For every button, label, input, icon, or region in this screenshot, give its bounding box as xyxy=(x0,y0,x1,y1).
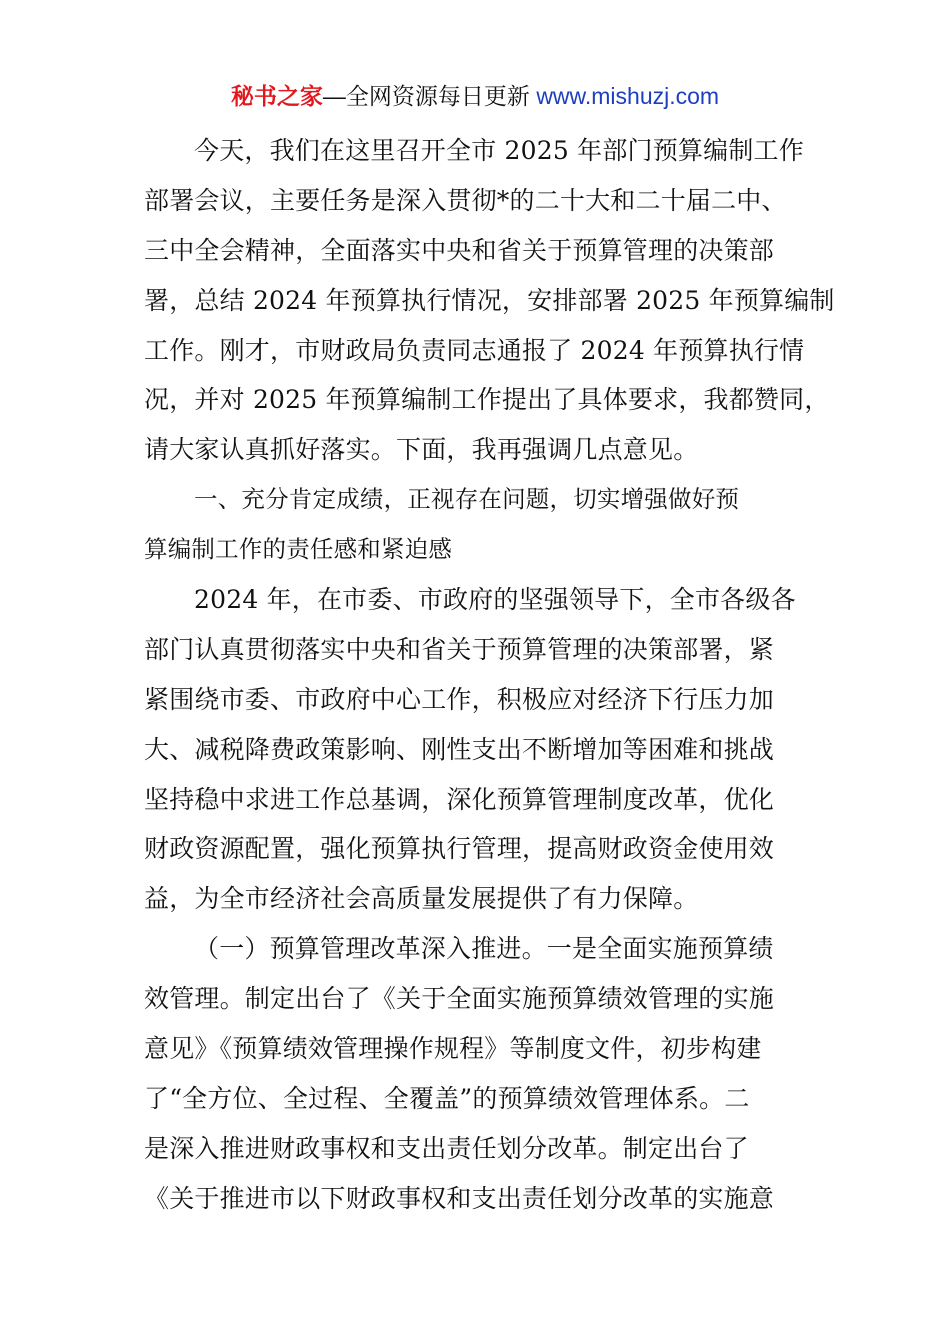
header-url-link[interactable]: www.mishuzj.com xyxy=(536,83,720,109)
paragraph-line: 况，并对 2025 年预算编制工作提出了具体要求，我都赞同， xyxy=(144,385,830,415)
paragraph-line: 坚持稳中求进工作总基调，深化预算管理制度改革，优化 xyxy=(144,784,775,814)
paragraph-line: 《关于推进市以下财政事权和支出责任划分改革的实施意 xyxy=(144,1183,775,1213)
paragraph-line: 请大家认真抓好落实。下面，我再强调几点意见。 xyxy=(144,435,699,465)
paragraph-line: 三中全会精神，全面落实中央和省关于预算管理的决策部 xyxy=(144,235,775,265)
section-heading-line: 算编制工作的责任感和紧迫感 xyxy=(144,535,453,564)
paragraph-line: 是深入推进财政事权和支出责任划分改革。制定出台了 xyxy=(144,1133,749,1163)
paragraph-line: 署，总结 2024 年预算执行情况，安排部署 2025 年预算编制 xyxy=(144,285,835,315)
paragraph-line: 大、减税降费政策影响、刚性支出不断增加等困难和挑战 xyxy=(144,734,775,764)
paragraph-line: 紧围绕市委、市政府中心工作，积极应对经济下行压力加 xyxy=(144,684,775,714)
paragraph-line: （一）预算管理改革深入推进。一是全面实施预算绩 xyxy=(194,934,774,964)
paragraph-line: 了“全方位、全过程、全覆盖”的预算绩效管理体系。二 xyxy=(144,1083,750,1113)
paragraph-line: 益，为全市经济社会高质量发展提供了有力保障。 xyxy=(144,884,699,914)
paragraph-line: 2024 年，在市委、市政府的坚强领导下，全市各级各 xyxy=(194,585,796,615)
header-brand: 秘书之家 xyxy=(230,83,323,109)
paragraph-line: 效管理。制定出台了《关于全面实施预算绩效管理的实施 xyxy=(144,984,775,1014)
watermark-header xyxy=(0,80,950,112)
header-tagline: —全网资源每日更新 xyxy=(322,83,537,109)
paragraph-line: 部署会议，主要任务是深入贯彻*的二十大和二十届二中、 xyxy=(144,185,787,215)
document-body xyxy=(144,126,835,1224)
paragraph-line: 工作。刚才，市财政局负责同志通报了 2024 年预算执行情 xyxy=(144,335,805,365)
paragraph-line: 财政资源配置，强化预算执行管理，提高财政资金使用效 xyxy=(144,834,775,864)
section-heading-line: 一、充分肯定成绩，正视存在问题，切实增强做好预 xyxy=(194,485,740,514)
paragraph-line: 意见》《预算绩效管理操作规程》等制度文件，初步构建 xyxy=(144,1034,762,1064)
paragraph-line: 部门认真贯彻落实中央和省关于预算管理的决策部署，紧 xyxy=(144,634,775,664)
paragraph-line: 今天，我们在这里召开全市 2025 年部门预算编制工作 xyxy=(194,136,804,165)
